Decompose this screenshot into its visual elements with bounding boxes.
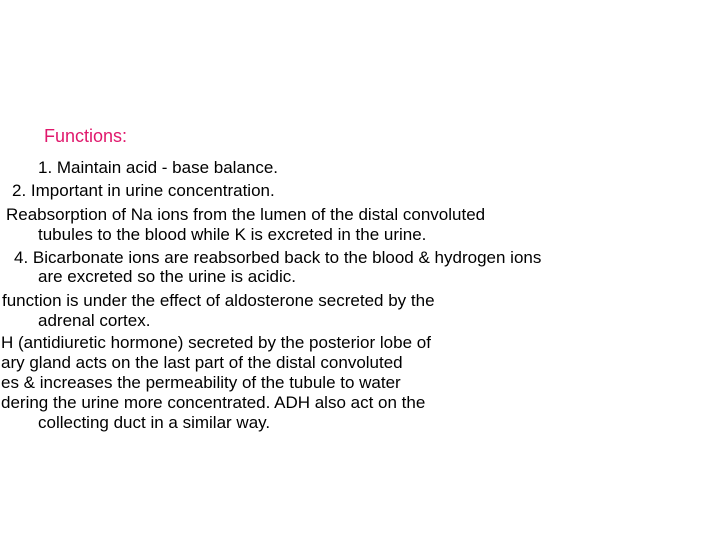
functions-heading: Functions: bbox=[44, 126, 128, 146]
text-line-11: es & increases the permeability of the tubule to water bbox=[1, 373, 401, 392]
text-line-12: dering the urine more concentrated. ADH also act on the bbox=[1, 393, 426, 412]
text-line-5: 4. Bicarbonate ions are reabsorbed back to the blood & hydrogen ions bbox=[14, 248, 542, 267]
text-line-9: H (antidiuretic hormone) secreted by the posterior lobe of bbox=[1, 333, 431, 352]
text-line-10: ary gland acts on the last part of the distal convoluted bbox=[1, 353, 403, 372]
text-line-6: are excreted so the urine is acidic. bbox=[38, 267, 296, 286]
text-line-1: 1. Maintain acid - base balance. bbox=[38, 158, 279, 177]
text-line-13: collecting duct in a similar way. bbox=[38, 413, 271, 432]
text-line-4: tubules to the blood while K is excreted in the urine. bbox=[38, 225, 427, 244]
text-line-3: Reabsorption of Na ions from the lumen of the distal convoluted bbox=[6, 205, 486, 224]
text-line-2: 2. Important in urine concentration. bbox=[12, 181, 275, 200]
text-line-7: function is under the effect of aldosterone secreted by the bbox=[2, 291, 435, 310]
text-line-8: adrenal cortex. bbox=[38, 311, 151, 330]
